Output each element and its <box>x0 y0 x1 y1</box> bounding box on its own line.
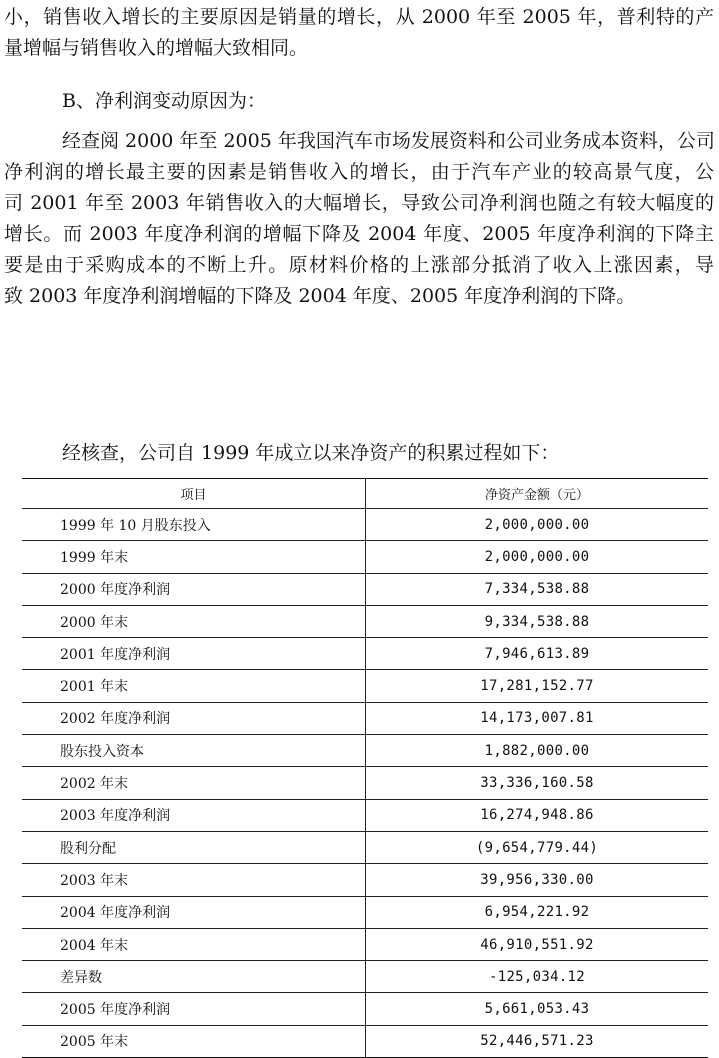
table-row <box>22 1025 708 1057</box>
table-row <box>22 541 708 573</box>
text-line: 司 2001 年至 2003 年销售收入的大幅增长，导致公司净利润也随之有较大幅度的 <box>4 192 714 214</box>
row-item-cell: 2001 年度净利润 <box>22 638 366 670</box>
table-row <box>22 993 708 1025</box>
row-amount-cell: 1,882,000.00 <box>366 735 709 767</box>
table-body <box>22 509 708 1058</box>
row-item-cell: 2003 年度净利润 <box>22 799 366 831</box>
text-line: 净利润的增长最主要的因素是销售收入的增长，由于汽车产业的较高景气度，公 <box>4 161 714 183</box>
row-item-cell: 1999 年末 <box>22 541 366 573</box>
row-item-cell: 2000 年末 <box>22 605 366 637</box>
row-item-cell: 差异数 <box>22 961 366 993</box>
paragraph-sales-growth <box>4 2 714 64</box>
table-row <box>22 573 708 605</box>
row-amount-cell: 7,946,613.89 <box>366 638 709 670</box>
row-item-cell: 2002 年度净利润 <box>22 702 366 734</box>
row-amount-cell: 17,281,152.77 <box>366 670 709 702</box>
row-item-cell: 2000 年度净利润 <box>22 573 366 605</box>
header-item: 项目 <box>22 479 366 509</box>
row-amount-cell: 7,334,538.88 <box>366 573 709 605</box>
table-row <box>22 638 708 670</box>
row-amount-cell: 52,446,571.23 <box>366 1025 709 1057</box>
table-row <box>22 605 708 637</box>
text-line: 经查阅 2000 年至 2005 年我国汽车市场发展资料和公司业务成本资料，公司 <box>62 130 715 152</box>
table-row <box>22 702 708 734</box>
paragraph-net-profit-analysis <box>4 126 714 312</box>
row-item-cell: 2001 年末 <box>22 670 366 702</box>
header-amount: 净资产金额（元） <box>366 479 709 509</box>
row-item-cell: 2004 年度净利润 <box>22 896 366 928</box>
row-amount-cell: 2,000,000.00 <box>366 541 709 573</box>
row-amount-cell: 14,173,007.81 <box>366 702 709 734</box>
row-item-cell: 股利分配 <box>22 831 366 863</box>
row-item-cell: 股东投入资本 <box>22 735 366 767</box>
table-row <box>22 799 708 831</box>
text-line: 致 2003 年度净利润增幅的下降及 2004 年度、2005 年度净利润的下降。 <box>4 285 636 307</box>
table-row <box>22 896 708 928</box>
row-amount-cell: 6,954,221.92 <box>366 896 709 928</box>
row-amount-cell: 39,956,330.00 <box>366 864 709 896</box>
row-amount-cell: 33,336,160.58 <box>366 767 709 799</box>
table-intro-text: 经核查，公司自 1999 年成立以来净资产的积累过程如下： <box>62 442 560 464</box>
net-assets-table <box>22 478 708 1058</box>
section-heading-b: B、净利润变动原因为： <box>62 90 266 112</box>
row-amount-cell: -125,034.12 <box>366 961 709 993</box>
table-row <box>22 735 708 767</box>
table-row <box>22 961 708 993</box>
text-line: 量增幅与销售收入的增幅大致相同。 <box>4 37 309 59</box>
row-amount-cell: 46,910,551.92 <box>366 928 709 960</box>
row-amount-cell: 2,000,000.00 <box>366 509 709 541</box>
text-line: 增长。而 2003 年度净利润的增幅下降及 2004 年度、2005 年度净利润的下降主 <box>4 223 714 245</box>
table-header-row <box>22 479 708 509</box>
row-item-cell: 2005 年度净利润 <box>22 993 366 1025</box>
row-amount-cell: 5,661,053.43 <box>366 993 709 1025</box>
table-row <box>22 864 708 896</box>
row-amount-cell: (9,654,779.44) <box>366 831 709 863</box>
row-item-cell: 2005 年末 <box>22 1025 366 1057</box>
row-amount-cell: 16,274,948.86 <box>366 799 709 831</box>
row-item-cell: 2004 年末 <box>22 928 366 960</box>
text-line: 要是由于采购成本的不断上升。原材料价格的上涨部分抵消了收入上涨因素，导 <box>4 254 714 276</box>
row-item-cell: 2002 年末 <box>22 767 366 799</box>
row-amount-cell: 9,334,538.88 <box>366 605 709 637</box>
table-row <box>22 928 708 960</box>
table-row <box>22 831 708 863</box>
table-row <box>22 509 708 541</box>
row-item-cell: 2003 年末 <box>22 864 366 896</box>
table-row <box>22 767 708 799</box>
text-line: 小，销售收入增长的主要原因是销量的增长，从 2000 年至 2005 年，普利特的产 <box>4 6 714 28</box>
table-row <box>22 670 708 702</box>
row-item-cell: 1999 年 10 月股东投入 <box>22 509 366 541</box>
